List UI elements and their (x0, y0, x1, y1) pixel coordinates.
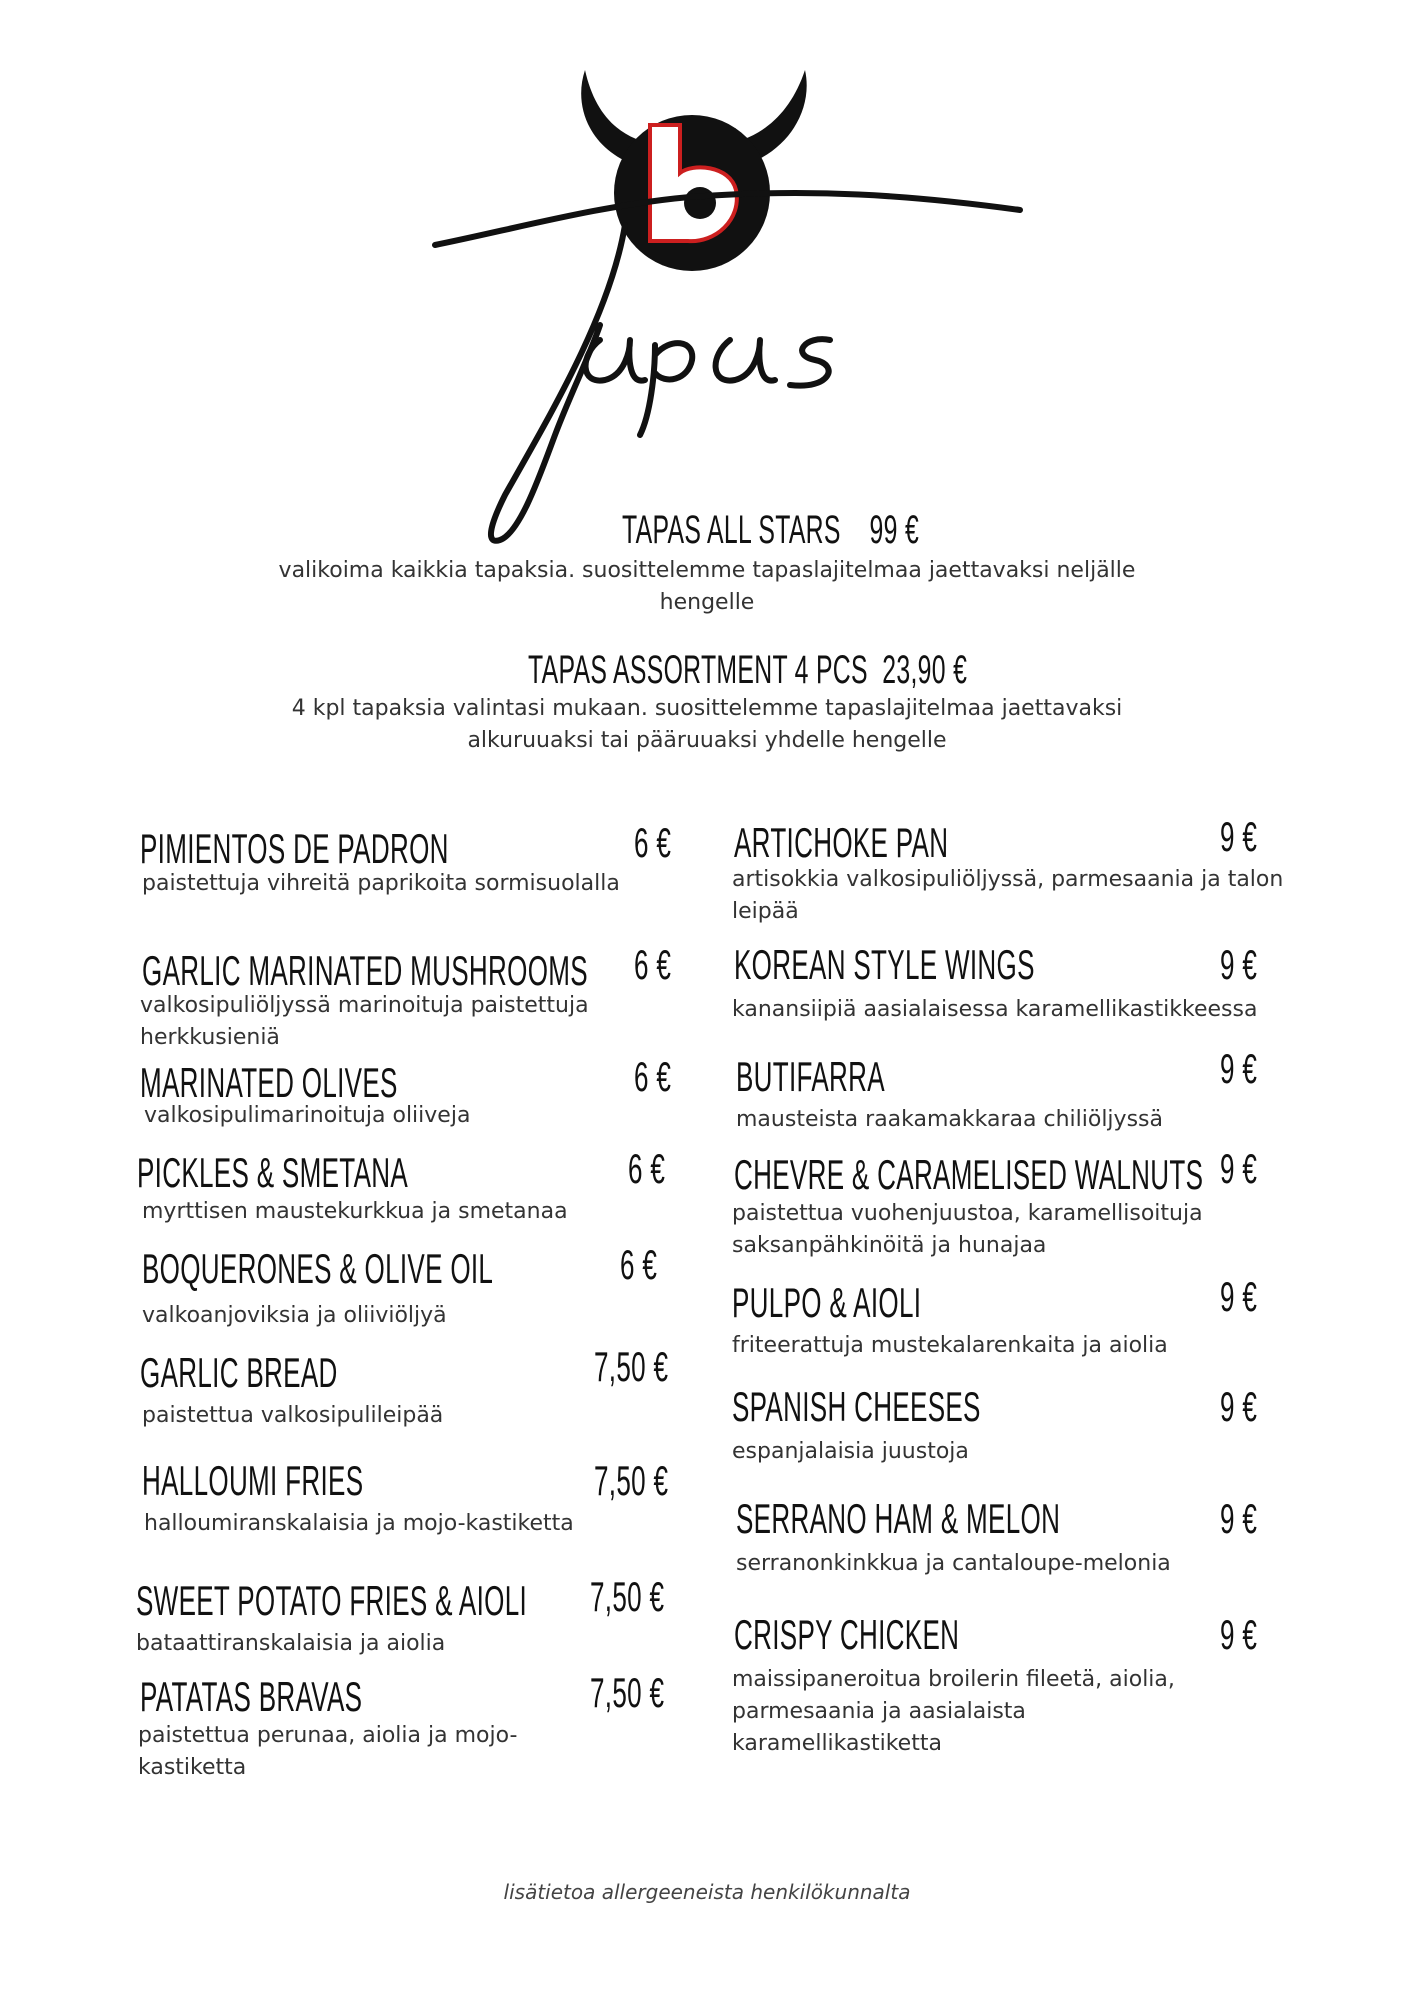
menu-item-price: 9 € (1220, 1045, 1258, 1092)
menu-item-name: HALLOUMI FRIES (142, 1457, 364, 1504)
tapas-logo (430, 55, 1070, 575)
offer-all-stars-desc: valikoima kaikkia tapaksia. suosittelemme tapaslajitelmaa jaettavaksi neljälle hengelle (278, 558, 1136, 615)
menu-item-price: 7,50 € (594, 1343, 669, 1390)
menu-item-desc: artisokkia valkosipuliöljyssä, parmesaania ja talon leipää (732, 867, 1284, 924)
menu-item-desc: paistettuja vihreitä paprikoita sormisuolalla (142, 871, 620, 896)
offer-all-stars-title: TAPAS ALL STARS 99 € (622, 508, 920, 552)
menu-item-desc: serranonkinkkua ja cantaloupe-melonia (736, 1551, 1171, 1576)
menu-item-price: 9 € (1220, 1273, 1258, 1320)
menu-item-desc: paistettua valkosipulileipää (142, 1403, 444, 1428)
menu-item-desc: bataattiranskalaisia ja aiolia (136, 1631, 446, 1656)
menu-item-name: BOQUERONES & OLIVE OIL (142, 1245, 494, 1292)
menu-item-name: GARLIC BREAD (140, 1349, 338, 1396)
menu-item-desc: myrttisen maustekurkkua ja smetanaa (142, 1199, 568, 1224)
script-apas (586, 339, 830, 435)
menu-item-name: CHEVRE & CARAMELISED WALNUTS (734, 1151, 1204, 1198)
allergen-footer-note: lisätietoa allergeeneista henkilökunnalta (503, 1880, 911, 1904)
menu-item-price: 7,50 € (590, 1573, 665, 1620)
menu-item-price: 6 € (620, 1241, 658, 1288)
menu-item-desc: mausteista raakamakkaraa chiliöljyssä (736, 1107, 1163, 1132)
menu-item-price: 7,50 € (590, 1669, 665, 1716)
menu-item-price: 9 € (1220, 1611, 1258, 1658)
menu-item-desc: valkosipulimarinoituja oliiveja (144, 1103, 471, 1128)
menu-item-desc: valkosipuliöljyssä marinoituja paistettuja herkkusieniä (140, 993, 589, 1050)
menu-item-name: CRISPY CHICKEN (734, 1611, 960, 1658)
menu-item-desc: paistettua perunaa, aiolia ja mojo- kastiketta (138, 1723, 518, 1780)
menu-item-name: PICKLES & SMETANA (137, 1149, 409, 1196)
menu-item-desc: paistettua vuohenjuustoa, karamellisoituja saksanpähkinöitä ja hunajaa (732, 1201, 1203, 1258)
menu-item-name: KOREAN STYLE WINGS (734, 941, 1035, 988)
menu-item-price: 9 € (1220, 1383, 1258, 1430)
menu-item-price: 7,50 € (594, 1457, 669, 1504)
menu-item-desc: friteerattuja mustekalarenkaita ja aiolia (732, 1333, 1168, 1358)
menu-item-name: GARLIC MARINATED MUSHROOMS (142, 947, 588, 994)
menu-item-name: SPANISH CHEESES (732, 1383, 981, 1430)
menu-item-name: SERRANO HAM & MELON (736, 1495, 1061, 1542)
offer-assortment-price: 23,90 € (882, 648, 968, 692)
menu-item-name: SWEET POTATO FRIES & AIOLI (136, 1577, 528, 1624)
menu-item-price: 6 € (634, 941, 672, 988)
menu-item-price: 9 € (1220, 813, 1258, 860)
menu-item-name: PATATAS BRAVAS (140, 1673, 363, 1720)
offer-all-stars-price: 99 € (869, 508, 920, 552)
menu-item-price: 6 € (634, 1053, 672, 1100)
menu-item-name: BUTIFARRA (736, 1053, 885, 1100)
offer-assortment-desc: 4 kpl tapaksia valintasi mukaan. suosittelemme tapaslajitelmaa jaettavaksi alkuruuaksi tai pääruuaksi yhdelle hengelle (291, 696, 1123, 753)
menu-item-desc: espanjalaisia juustoja (732, 1439, 969, 1464)
menu-item-desc: valkoanjoviksia ja oliiviöljyä (142, 1303, 447, 1328)
menu-item-desc: halloumiranskalaisia ja mojo-kastiketta (144, 1511, 574, 1536)
menu-item-price: 9 € (1220, 941, 1258, 988)
menu-item-name: PULPO & AIOLI (732, 1279, 922, 1326)
menu-item-price: 6 € (628, 1145, 666, 1192)
menu-item-name: MARINATED OLIVES (140, 1059, 398, 1106)
menu-item-price: 6 € (634, 819, 672, 866)
menu-item-name: ARTICHOKE PAN (734, 819, 949, 866)
menu-item-desc: kanansiipiä aasialaisessa karamellikastikkeessa (732, 997, 1258, 1022)
menu-item-price: 9 € (1220, 1145, 1258, 1192)
menu-item-price: 9 € (1220, 1495, 1258, 1542)
menu-item-name: PIMIENTOS DE PADRON (140, 825, 449, 872)
offer-assortment-title: TAPAS ASSORTMENT 4 PCS 23,90 € (528, 648, 968, 692)
menu-item-desc: maissipaneroitua broilerin fileetä, aiolia, parmesaania ja aasialaista karamellikastiketta (732, 1667, 1175, 1756)
